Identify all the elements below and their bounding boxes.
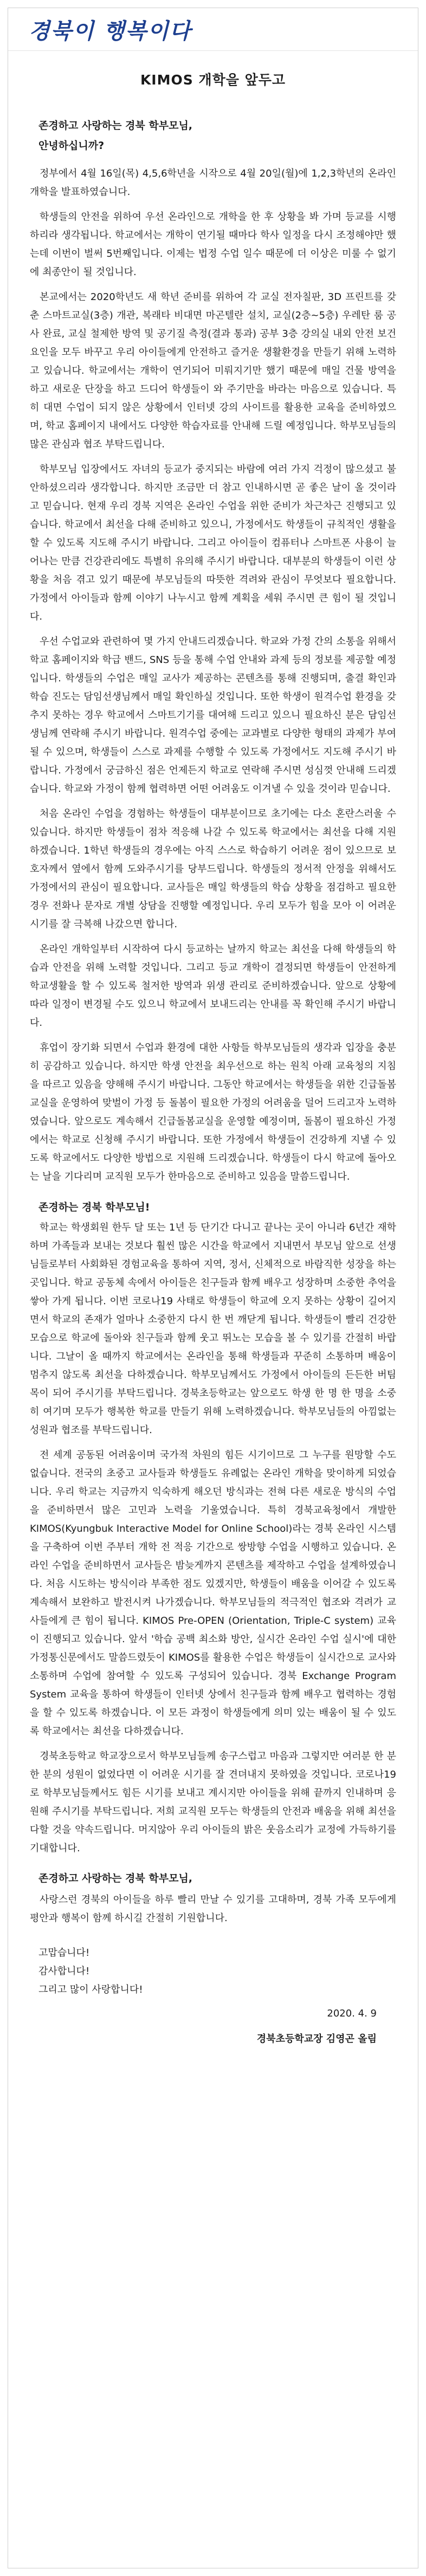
paragraph: 경북초등학교 학교장으로서 학부모님들께 송구스럽고 마음과 그렇지만 여러분 한 분 한 분의 성원이 없었다면 이 어려운 시기를 잘 견뎌내지 못하였을 것입니다. 코로나19로 학부모님들께서도 힘든 시기를 보내고 계시지만 아이들을 위해 끝까지 인내하며 응원해 주시기를 부탁드립니다. 저희 교직원 모두는 학생들의 안전과 배움을 위해 최선을 다할 것을 약속드립니다. 머지않아 우리 아이들의 밝은 웃음소리가 교정에 가득하기를 기대합니다. bbox=[30, 1751, 396, 1854]
paragraph: 학부모님 입장에서도 자녀의 등교가 중지되는 바람에 여러 가지 걱정이 많으셨고 불안하셨으리라 생각합니다. 하지만 조금만 더 참고 인내하시면 곧 좋은 날이 올 것이라고 믿습니다. 현재 우리 경북 지역은 온라인 수업을 위한 준비가 차근차근 진행되고 있습니다. 학교에서 최선을 다해 준비하고 있으니, 가정에서도 학생들이 규칙적인 생활을 할 수 있도록 지도해 주시기 바랍니다. 그리고 아이들이 컴퓨터나 스마트폰 사용이 늘어나는 만큼 건강관리에도 특별히 유의해 주시기 바랍니다. 대부분의 학생들이 이런 상황을 처음 겪고 있기 때문에 부모님들의 따뜻한 격려와 관심이 무엇보다 필요합니다. 가정에서 아이들과 함께 이야기 나누시고 함께 계획을 세워 주시면 큰 힘이 될 것입니다. bbox=[30, 464, 396, 622]
letter-body bbox=[8, 117, 418, 2045]
paragraph: 정부에서 4월 16일(목) 4,5,6학년을 시작으로 4월 20일(월)에 1,2,3학년의 온라인 개학을 발표하였습니다. bbox=[30, 168, 396, 198]
greeting-block bbox=[30, 117, 396, 155]
paragraph: 학생들의 안전을 위하여 우선 온라인으로 개학을 한 후 상황을 봐 가며 등교를 시행하리라 생각됩니다. 학교에서는 개학이 연기될 때마다 학사 일정을 다시 조정해야만 했는데 이번이 벌써 5번째입니다. 이제는 법정 수업 일수 때문에 더 이상은 미룰 수 없기에 최종안이 될 것입니다. bbox=[30, 211, 396, 278]
closing-paragraph: 사랑스런 경북의 아이들을 하루 빨리 만날 수 있기를 고대하며, 경북 가족 모두에게 평안과 행복이 함께 하시길 간절히 기원합니다. bbox=[30, 1894, 396, 1924]
thanks-line: 그리고 많이 사랑합니다! bbox=[38, 1984, 143, 1995]
greeting-line: 존경하고 사랑하는 경북 학부모님, bbox=[38, 120, 193, 132]
paragraph: 처음 온라인 수업을 경험하는 학생들이 대부분이므로 초기에는 다소 혼란스러울 수 있습니다. 하지만 학생들이 점차 적응해 나갈 수 있도록 학교에서는 최선을 다해 지원하겠습니다. 1학년 학생들의 경우에는 아직 스스로 학습하기 어려운 점이 있으므로 보호자께서 옆에서 함께 도와주시기를 당부드립니다. 학생들의 정서적 안정을 위해서도 가정에서의 관심이 필요합니다. 교사들은 매일 학생들의 학습 상황을 점검하고 필요한 경우 전화나 문자로 개별 상담을 진행할 예정입니다. 우리 모두가 힘을 모아 이 어려운 시기를 잘 극복해 나갔으면 합니다. bbox=[30, 808, 396, 930]
letter-header bbox=[8, 8, 418, 51]
letter-page bbox=[8, 8, 418, 2568]
section-heading: 존경하는 경북 학부모님! bbox=[38, 1201, 150, 1213]
thanks-line: 고맙습니다! bbox=[38, 1947, 90, 1959]
letter-title: KIMOS 개학을 앞두고 bbox=[140, 72, 286, 88]
paragraph: 우선 수업교와 관련하여 몇 가지 안내드리겠습니다. 학교와 가정 간의 소통을 위해서 학교 홈페이지와 학급 밴드, SNS 등을 통해 수업 안내와 과제 등의 정보를 제공할 예정입니다. 학생들의 수업은 매일 교사가 제공하는 콘텐츠를 통해 진행되며, 출결 확인과 학습 진도는 담임선생님께서 매일 확인하실 것입니다. 또한 학생이 원격수업 환경을 갖추지 못하는 경우 학교에서 스마트기기를 대여해 드리고 있으니 필요하신 분은 담임선생님께 연락해 주시기 바랍니다. 원격수업 중에는 교과별로 다양한 형태의 과제가 부여될 수 있으며, 학생들이 스스로 과제를 수행할 수 있도록 가정에서도 지도해 주시기 바랍니다. 가정에서 궁금하신 점은 언제든지 학교로 연락해 주시면 성심껏 안내해 드리겠습니다. 학교와 가정이 함께 협력하면 어떤 어려움도 이겨낼 수 있을 것이라 믿습니다. bbox=[30, 636, 396, 795]
paragraph: 온라인 개학일부터 시작하여 다시 등교하는 날까지 학교는 최선을 다해 학생들의 학습과 안전을 위해 노력할 것입니다. 그리고 등교 개학이 결정되면 학생들이 안전하게 학교생활을 할 수 있도록 철저한 방역과 위생 관리로 준비하겠습니다. 앞으로 상황에 따라 일정이 변경될 수도 있으니 학교에서 보내드리는 안내를 꼭 확인해 주시기 바랍니다. bbox=[30, 944, 396, 1029]
brand-slogan: 경북이 행복이다 bbox=[29, 18, 192, 44]
thanks-block bbox=[30, 1944, 396, 1999]
closing-heading: 존경하고 사랑하는 경북 학부모님, bbox=[38, 1872, 193, 1884]
paragraph: 전 세계 공동된 어려움이며 국가적 차원의 힘든 시기이므로 그 누구를 원망할 수도 없습니다. 전국의 초중고 교사들과 학생들도 유례없는 온라인 개학을 맞이하게 되었습니다. 우리 학교는 지금까지 익숙하게 해오던 방식과는 전혀 다른 새로운 방식의 수업을 준비하면서 많은 고민과 노력을 기울였습니다. 특히 경북교육청에서 개발한 KIMOS(Kyungbuk Interactive Model for Online School)라는 경북 온라인 시스템을 구축하여 이번 주부터 개학 전 적응 기간으로 쌍방향 수업을 시행하고 있습니다. 온라인 수업을 준비하면서 교사들은 밤늦게까지 콘텐츠를 제작하고 수업을 설계하였습니다. 처음 시도하는 방식이라 부족한 점도 있겠지만, 학생들이 배움을 이어갈 수 있도록 계속해서 보완하고 발전시켜 나가겠습니다. 학부모님들의 적극적인 협조와 격려가 교사들에게 큰 힘이 됩니다. KIMOS Pre-OPEN (Orientation, Triple-C system) 교육이 진행되고 있습니다. 앞서 '학습 공백 최소화 방안, 실시간 온라인 수업 실시'에 대한 가정통신문에서도 말씀드렸듯이 KIMOS를 활용한 수업은 학생들이 실시간으로 교사와 소통하며 수업에 참여할 수 있도록 구성되어 있습니다. 경북 Exchange Program System 교육을 통하여 학생들이 인터넷 상에서 친구들과 함께 배우고 협력하는 경험을 할 수 있도록 하겠습니다. 이 모든 과정이 학생들에게 의미 있는 배움이 될 수 있도록 학교에서는 최선을 다하겠습니다. bbox=[30, 1449, 396, 1737]
letter-signature: 경북초등학교장 김영곤 올림 bbox=[256, 2033, 377, 2045]
paragraph: 휴업이 장기화 되면서 수업과 환경에 대한 사항들 학부모님들의 생각과 입장을 충분히 공감하고 있습니다. 하지만 학생 안전을 최우선으로 하는 원칙 아래 교육청의 지침을 따르고 있음을 양해해 주시기 바랍니다. 그동안 학교에서는 학생들을 위한 긴급돌봄교실을 운영하여 맞벌이 가정 등 돌봄이 필요한 가정의 어려움을 덜어 드리고자 노력하였습니다. 앞으로도 계속해서 긴급돌봄교실을 운영할 예정이며, 돌봄이 필요하신 가정에서는 학교로 신청해 주시기 바랍니다. 또한 가정에서 학생들이 건강하게 지낼 수 있도록 학교에서도 다양한 방법으로 지원해 드리겠습니다. 학생들이 다시 학교에 돌아오는 날을 기다리며 교직원 모두가 한마음으로 준비하고 있음을 말씀드립니다. bbox=[30, 1042, 396, 1182]
paragraph: 본교에서는 2020학년도 새 학년 준비를 위하여 각 교실 전자칠판, 3D 프린트를 갖춘 스마트교실(3층) 개관, 복래타 비대면 마곤텔란 설치, 교실(2층~5층) 우레탄 룸 공사 완료, 교실 철제한 방역 및 공기질 측정(결과 통과) 공부 3층 강의실 내외 안전 보건 요인을 모두 바꾸고 우리 아이들에게 안전하고 즐거운 생활환경을 만들기 위해 노력하고 있습니다. 학교에서는 개학이 연기되어 미뤄지기만 했기 때문에 매일 건물 방역을 하고 새로운 단장을 하고 드디어 학생들이 와 주기만을 바라는 마음으로 있습니다. 특히 대면 수업이 되지 않은 상황에서 인터넷 강의 사이트를 활용한 교육을 준비하였으며, 학교 홈페이지 내에서도 다양한 학습자료를 안내해 드릴 예정입니다. 학부모님들의 많은 관심과 협조 부탁드립니다. bbox=[30, 291, 396, 450]
letter-date: 2020. 4. 9 bbox=[327, 2008, 377, 2019]
greeting-line: 안녕하십니까? bbox=[38, 140, 105, 152]
thanks-line: 감사합니다! bbox=[38, 1966, 90, 1977]
paragraph: 학교는 학생회원 한두 달 또는 1년 등 단기간 다니고 끝나는 곳이 아니라 6년간 재학하며 가족들과 보내는 것보다 훨씬 많은 시간을 학교에서 지내면서 부모님 앞으로 선생님들로부터 사회화된 경험교육을 통하여 지역, 정서, 신체적으로 바람직한 성장을 하는 곳입니다. 학교 공동체 속에서 아이들은 친구들과 함께 배우고 성장하며 소중한 추억을 쌓아 가게 됩니다. 이번 코로나19 사태로 학생들이 학교에 오지 못하는 상황이 길어지면서 학교의 존재가 얼마나 소중한지 다시 한 번 깨닫게 됩니다. 학생들이 빨리 건강한 모습으로 학교에 돌아와 친구들과 함께 웃고 뛰노는 모습을 볼 수 있기를 간절히 바랍니다. 그날이 올 때까지 학교에서는 온라인을 통해 학생들과 꾸준히 소통하며 배움이 멈추지 않도록 최선을 다하겠습니다. 학부모님께서도 가정에서 아이들의 든든한 버팀목이 되어 주시기를 부탁드립니다. 경북초등학교는 앞으로도 학생 한 명 한 명을 소중히 여기며 모두가 행복한 학교를 만들기 위해 노력하겠습니다. 학부모님들의 아낌없는 성원과 협조를 부탁드립니다. bbox=[30, 1222, 396, 1436]
